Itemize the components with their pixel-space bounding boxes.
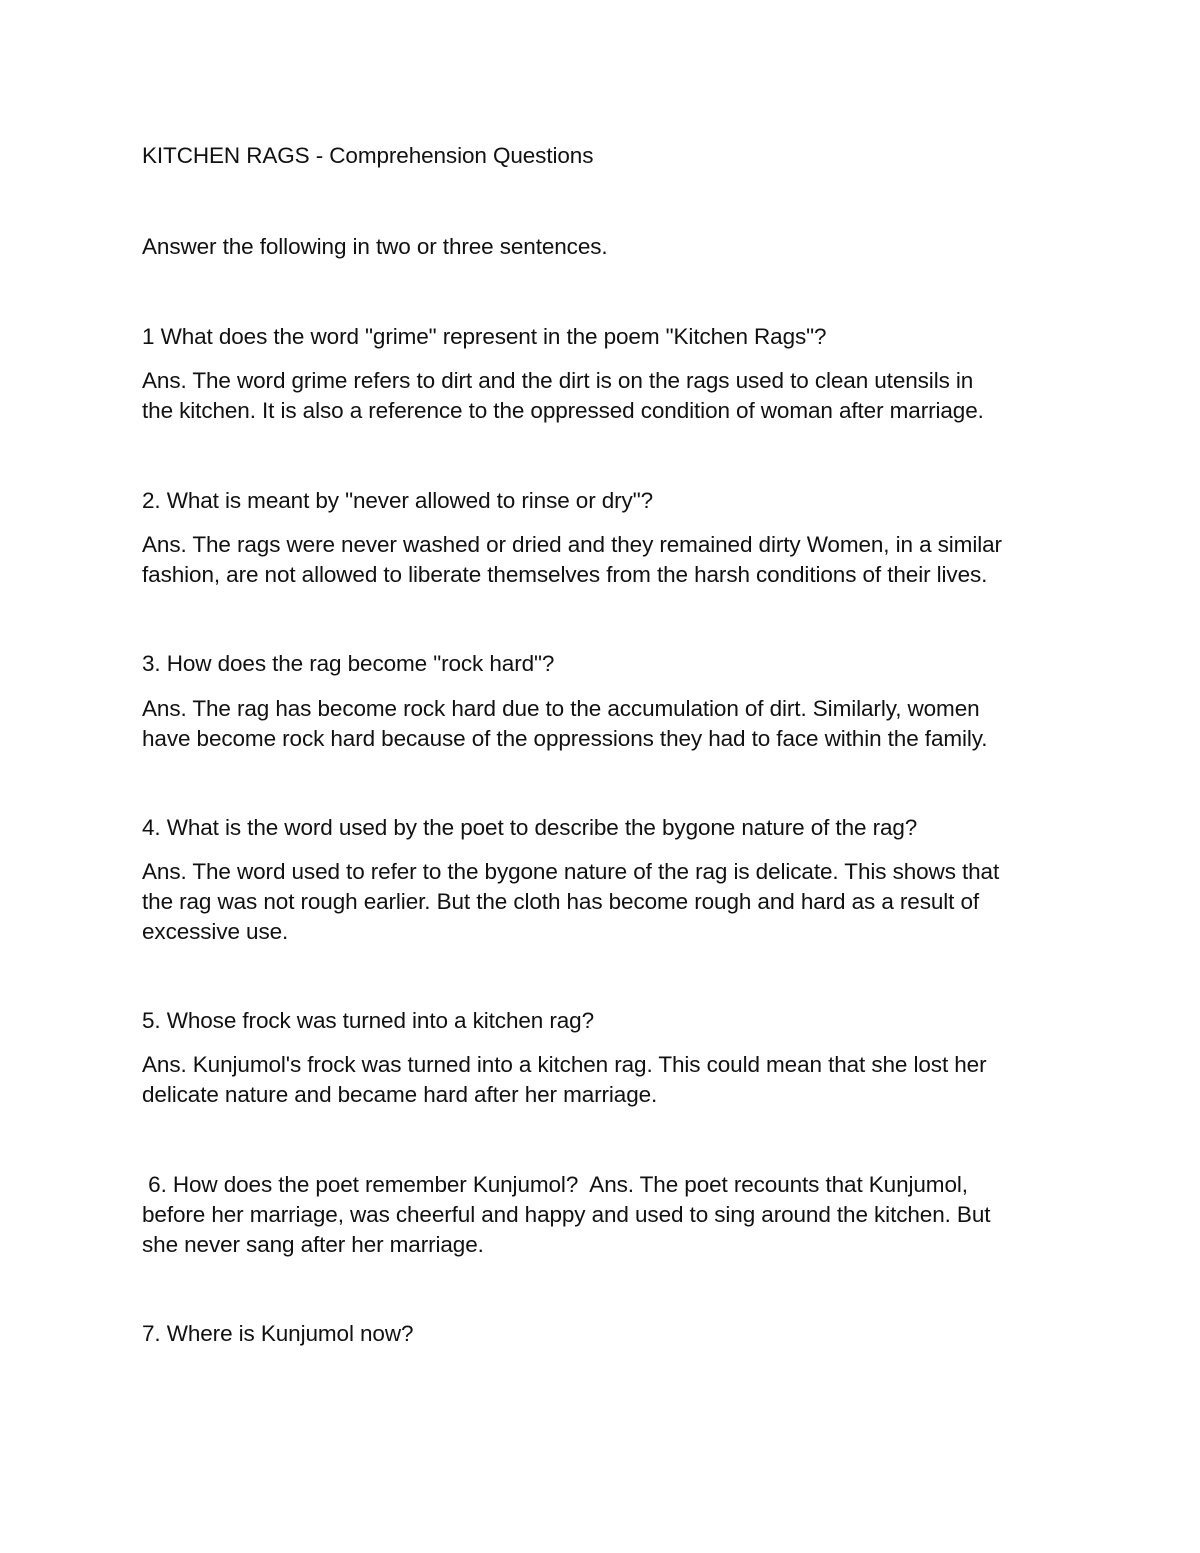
question-3: 3. How does the rag become "rock hard"? [142, 651, 555, 676]
answer-4-line-3: excessive use. [142, 919, 289, 944]
question-5: 5. Whose frock was turned into a kitchen rag? [142, 1008, 594, 1033]
instruction-text: Answer the following in two or three sentences. [142, 234, 608, 259]
question-1: 1 What does the word "grime" represent in the poem "Kitchen Rags"? [142, 324, 827, 349]
answer-2-line-1: Ans. The rags were never washed or dried and they remained dirty Women, in a similar [142, 532, 1002, 557]
answer-1-line-1: Ans. The word grime refers to dirt and the dirt is on the rags used to clean utensils in [142, 368, 974, 393]
question-2: 2. What is meant by "never allowed to rinse or dry"? [142, 488, 654, 513]
answer-4-line-2: the rag was not rough earlier. But the cloth has become rough and hard as a result of [142, 889, 980, 914]
question-6-line-1: 6. How does the poet remember Kunjumol? Ans. The poet recounts that Kunjumol, [142, 1172, 968, 1197]
answer-3-line-2: have become rock hard because of the oppressions they had to face within the family. [142, 726, 988, 751]
question-6-line-2: before her marriage, was cheerful and happy and used to sing around the kitchen. But [142, 1202, 991, 1227]
answer-2-line-2: fashion, are not allowed to liberate themselves from the harsh conditions of their lives. [142, 562, 988, 587]
answer-5-line-1: Ans. Kunjumol's frock was turned into a kitchen rag. This could mean that she lost her [142, 1052, 987, 1077]
answer-3-line-1: Ans. The rag has become rock hard due to the accumulation of dirt. Similarly, women [142, 696, 980, 721]
question-6-line-3: she never sang after her marriage. [142, 1232, 484, 1257]
question-7: 7. Where is Kunjumol now? [142, 1321, 414, 1346]
answer-1-line-2: the kitchen. It is also a reference to the oppressed condition of woman after marriage. [142, 398, 984, 423]
answer-5-line-2: delicate nature and became hard after her marriage. [142, 1082, 658, 1107]
question-4: 4. What is the word used by the poet to describe the bygone nature of the rag? [142, 815, 918, 840]
answer-4-line-1: Ans. The word used to refer to the bygone nature of the rag is delicate. This shows that [142, 859, 1000, 884]
document-title: KITCHEN RAGS - Comprehension Questions [142, 143, 594, 168]
